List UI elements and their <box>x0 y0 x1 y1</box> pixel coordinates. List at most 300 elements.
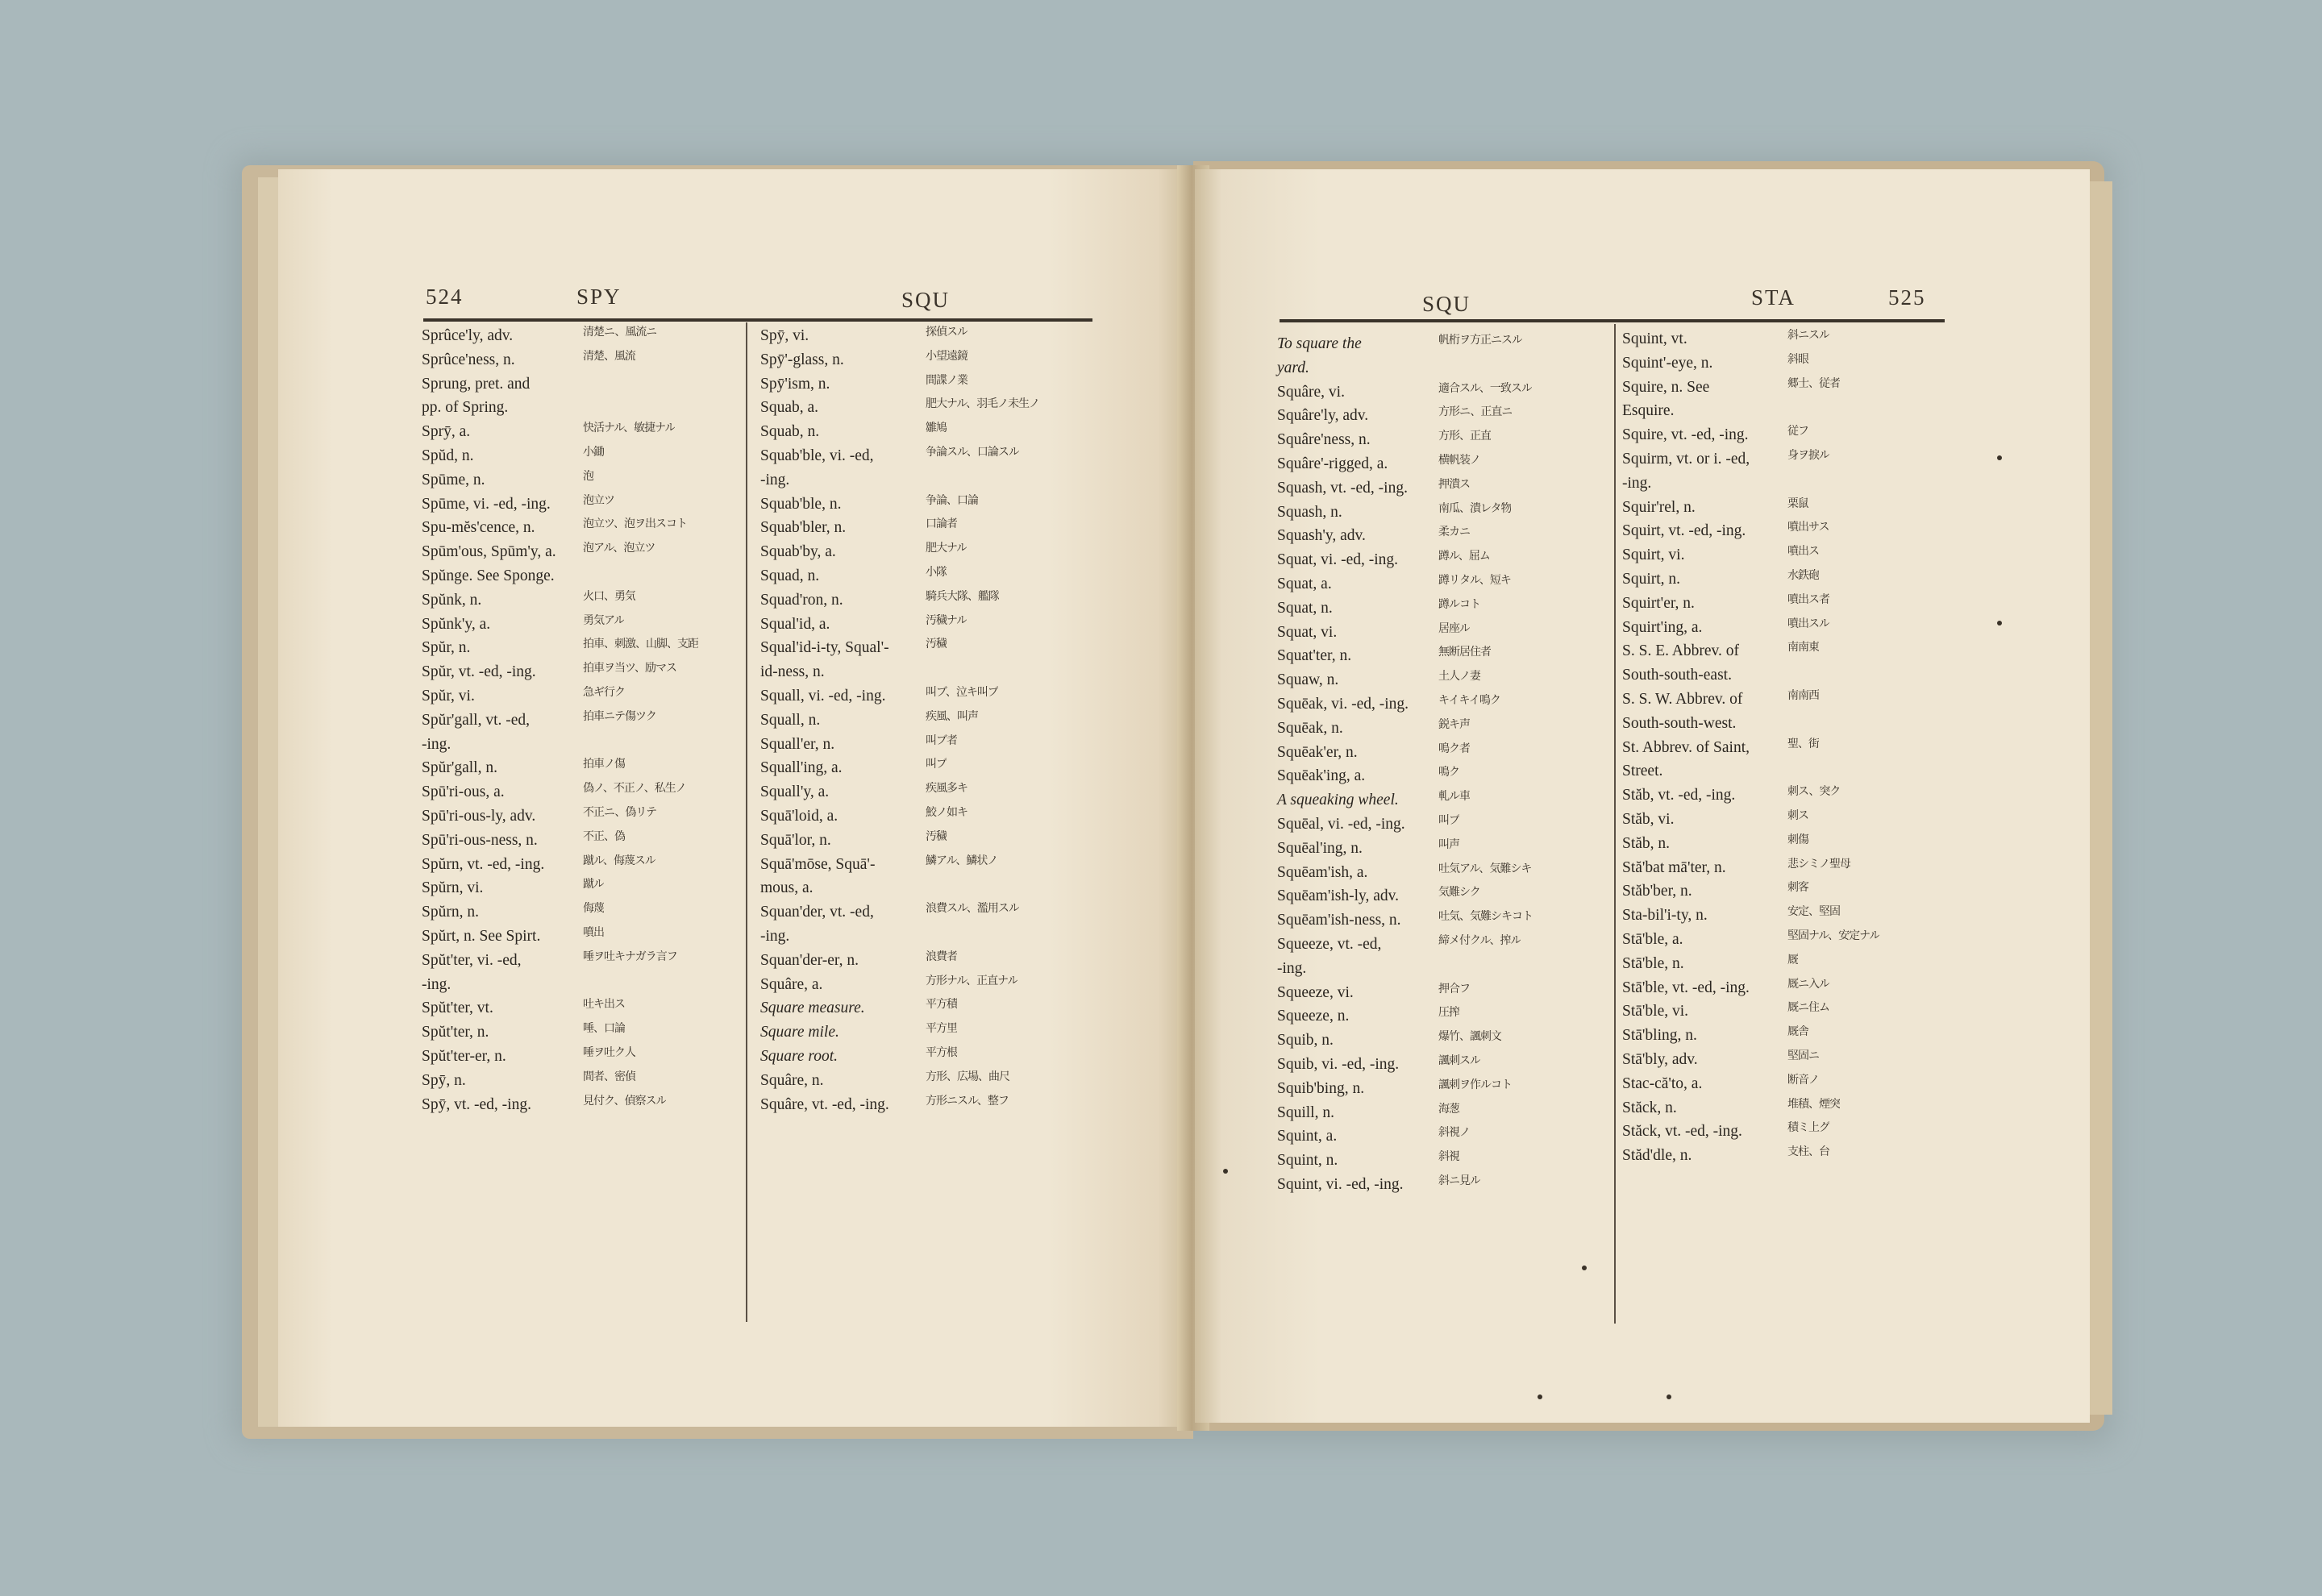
dictionary-entry <box>422 468 744 493</box>
entry-headword: Squib, n. <box>1277 1032 1334 1049</box>
entry-definition: 小鋤 <box>583 445 604 459</box>
entry-headword: Spŭr, vi. <box>422 687 475 704</box>
dictionary-entry <box>422 780 744 804</box>
dictionary-entry <box>760 420 1099 444</box>
entry-headword: Spŭr, vt. -ed, -ing. <box>422 663 536 681</box>
entry-definition: 蹴ル <box>583 878 604 892</box>
entry-headword: Squab'by, a. <box>760 543 836 561</box>
entry-definition: 聖、街 <box>1787 737 1819 750</box>
entry-headword: Squirt, vt. -ed, -ing. <box>1622 522 1746 540</box>
entry-headword: Squash, vt. -ed, -ing. <box>1277 479 1408 497</box>
dictionary-entry <box>422 1093 744 1117</box>
dictionary-entry <box>422 372 744 421</box>
ink-dot <box>1997 621 2002 626</box>
entry-headword: Spŭnk, n. <box>422 591 482 609</box>
entry-definition: 間者、密偵 <box>583 1070 635 1083</box>
dictionary-entry <box>1622 1048 1969 1072</box>
ink-dot <box>1223 1169 1228 1174</box>
entry-headword: Spȳ'-glass, n. <box>760 351 844 368</box>
entry-definition: 汚穢 <box>926 638 947 651</box>
entry-definition: 泡立ツ、泡ヲ出スコト <box>583 517 688 531</box>
entry-definition: 蹲リタル、短キ <box>1438 573 1511 587</box>
dictionary-entry <box>1277 1077 1612 1101</box>
entry-headword: Squib, vi. -ed, -ing. <box>1277 1055 1400 1073</box>
dictionary-entry <box>1622 928 1969 952</box>
left-column-2 <box>760 324 1099 1116</box>
entry-definition: 噴出スル <box>1787 617 1829 630</box>
entry-definition: 栗鼠 <box>1787 497 1808 510</box>
entry-headword: Squint, n. <box>1277 1152 1338 1170</box>
entry-definition: 斜視 <box>1438 1150 1459 1164</box>
entry-definition: 刺傷 <box>1787 833 1808 846</box>
entry-headword: Squā'mōse, Squā'- mous, a. <box>760 855 876 897</box>
entry-definition: 騎兵大隊、艦隊 <box>926 589 999 603</box>
dictionary-entry <box>1622 447 1969 496</box>
dictionary-entry <box>760 613 1099 637</box>
entry-headword: Squire, n. See Esquire. <box>1622 378 1710 420</box>
entry-headword: Squirt'er, n. <box>1622 594 1695 612</box>
entry-headword: Stăb, vi. <box>1622 810 1675 828</box>
entry-headword: Spŭt'ter, vt. <box>422 1000 493 1017</box>
dictionary-entry <box>760 540 1099 564</box>
entry-headword: Spŭrn, vi. <box>422 879 484 897</box>
dictionary-entry <box>1622 736 1969 784</box>
entry-definition: 南瓜、潰レタ物 <box>1438 501 1512 515</box>
entry-definition: 火口、勇気 <box>583 589 635 603</box>
dictionary-entry <box>760 1093 1099 1117</box>
dictionary-entry <box>1277 596 1612 621</box>
entry-headword: Squēam'ish-ness, n. <box>1277 912 1401 929</box>
entry-definition: 横帆装ノ <box>1438 453 1480 467</box>
running-head-left: SPY <box>576 285 622 309</box>
entry-definition: 争論スル、口論スル <box>926 445 1019 459</box>
running-head-right: STA <box>1751 285 1796 310</box>
entry-definition: 鮫ノ如キ <box>926 805 968 819</box>
dictionary-entry <box>1277 1029 1612 1053</box>
entry-definition: 斜ニスル <box>1787 329 1829 342</box>
entry-headword: Squire, vt. -ed, -ing. <box>1622 426 1749 444</box>
entry-headword: Squash, n. <box>1277 503 1342 521</box>
dictionary-entry <box>422 493 744 517</box>
dictionary-entry <box>1622 1000 1969 1024</box>
entry-headword: Sprûce'ly, adv. <box>422 327 514 344</box>
entry-definition: 噴出ス者 <box>1787 592 1829 606</box>
entry-definition: 刺ス、突ク <box>1787 785 1841 799</box>
dictionary-entry <box>1622 808 1969 832</box>
entry-headword: Squeeze, vi. <box>1277 983 1354 1001</box>
entry-definition: 拍車ニテ傷ツク <box>583 709 656 723</box>
dictionary-entry <box>1622 904 1969 928</box>
entry-headword: Stā'ble, n. <box>1622 954 1684 972</box>
entry-definition: 拍車ノ傷 <box>583 758 625 771</box>
entry-definition: 鱗アル、鱗状ノ <box>926 854 998 867</box>
entry-headword: Squall'er, n. <box>760 735 835 753</box>
entry-definition: 刺客 <box>1787 881 1808 895</box>
entry-definition: 水鉄砲 <box>1787 568 1819 582</box>
entry-definition: 快活ナル、敏捷ナル <box>583 422 676 435</box>
entry-definition: 方形ニスル、整フ <box>926 1094 1009 1108</box>
entry-headword: Stā'ble, vt. -ed, -ing. <box>1622 979 1750 996</box>
dictionary-entry <box>1277 884 1612 908</box>
entry-definition: 偽ノ、不正ノ、私生ノ <box>583 782 686 796</box>
dictionary-entry <box>1622 496 1969 520</box>
dictionary-entry <box>1622 1024 1969 1048</box>
ink-dot <box>1997 455 2002 460</box>
dictionary-entry <box>1277 788 1612 813</box>
column-divider <box>746 322 747 1322</box>
entry-headword: Squal'id, a. <box>760 615 830 633</box>
column-divider <box>1614 324 1616 1324</box>
entry-headword: Squēak'er, n. <box>1277 743 1358 761</box>
entry-definition: 吐気アル、気難シキ <box>1438 862 1532 875</box>
entry-definition: 急ギ行ク <box>583 685 625 699</box>
header-rule <box>1280 319 1945 322</box>
entry-definition: 鳴ク <box>1438 766 1459 779</box>
dictionary-entry <box>1277 861 1612 885</box>
dictionary-entry <box>1277 428 1612 452</box>
dictionary-entry <box>760 949 1099 973</box>
dictionary-entry <box>1277 813 1612 837</box>
entry-headword: Squab'ble, vi. -ed, -ing. <box>760 447 874 488</box>
entry-headword: Squâre, vt. -ed, -ing. <box>760 1095 889 1113</box>
dictionary-entry <box>1622 783 1969 808</box>
entry-definition: 蹴ル、侮蔑スル <box>583 854 655 867</box>
entry-definition: 雛鳩 <box>926 422 947 435</box>
entry-definition: 泡アル、泡立ツ <box>583 542 655 555</box>
dictionary-entry <box>1622 688 1969 736</box>
entry-definition: 悲シミノ聖母 <box>1787 857 1850 871</box>
dictionary-entry <box>422 540 744 564</box>
entry-headword: Squall, vi. -ed, -ing. <box>760 687 886 704</box>
entry-definition: 叫ブ <box>926 758 947 771</box>
entry-definition: 清楚、風流 <box>583 349 635 363</box>
dictionary-entry <box>1622 1120 1969 1144</box>
entry-definition: 断音ノ <box>1787 1073 1819 1087</box>
dictionary-entry <box>1622 567 1969 592</box>
dictionary-entry <box>422 444 744 468</box>
entry-headword: Squint, vt. <box>1622 330 1687 347</box>
entry-headword: Stăb'ber, n. <box>1622 883 1692 900</box>
dictionary-entry <box>422 420 744 444</box>
dictionary-entry <box>1277 1053 1612 1077</box>
entry-headword: Squab, a. <box>760 399 819 417</box>
entry-definition: 噴出ス <box>1787 545 1819 559</box>
dictionary-entry <box>1622 1096 1969 1120</box>
entry-definition: 諷刺ヲ作ルコト <box>1438 1078 1512 1091</box>
dictionary-entry <box>422 756 744 780</box>
entry-definition: 堅固ニ <box>1787 1049 1819 1062</box>
entry-headword: Spŭd, n. <box>422 447 474 464</box>
header-rule <box>423 318 1092 322</box>
dictionary-entry <box>422 925 744 949</box>
dictionary-entry <box>422 660 744 684</box>
dictionary-entry <box>1622 879 1969 904</box>
dictionary-entry <box>422 996 744 1020</box>
entry-definition: 厩ニ入ル <box>1787 977 1829 991</box>
dictionary-entry <box>1277 837 1612 861</box>
dictionary-entry <box>760 324 1099 348</box>
dictionary-entry <box>760 684 1099 709</box>
entry-headword: Squâre'-rigged, a. <box>1277 455 1388 472</box>
entry-headword: Spūme, n. <box>422 471 485 488</box>
dictionary-entry <box>1277 332 1612 380</box>
dictionary-entry <box>422 1020 744 1045</box>
entry-headword: Square mile. <box>760 1024 839 1041</box>
dictionary-entry <box>422 684 744 709</box>
dictionary-entry <box>422 516 744 540</box>
entry-headword: Stac-că'to, a. <box>1622 1074 1703 1092</box>
entry-definition: 清楚ニ、風流ニ <box>583 326 657 339</box>
entry-headword: Spū'ri-ous, a. <box>422 783 505 801</box>
dictionary-entry <box>1277 764 1612 788</box>
dictionary-entry <box>1277 524 1612 548</box>
dictionary-entry <box>1622 327 1969 351</box>
entry-headword: To square the yard. <box>1277 335 1362 376</box>
dictionary-entry <box>760 1045 1099 1069</box>
entry-definition: 南南東 <box>1787 641 1819 655</box>
ink-dot <box>1582 1266 1587 1270</box>
entry-definition: 諷刺スル <box>1438 1054 1480 1067</box>
entry-headword: Squēak, vi. -ed, -ing. <box>1277 695 1409 713</box>
dictionary-entry <box>760 348 1099 372</box>
dictionary-entry <box>422 613 744 637</box>
entry-headword: Stă'bat mā'ter, n. <box>1622 858 1726 876</box>
entry-headword: Squat, n. <box>1277 599 1333 617</box>
entry-definition: 噴出サス <box>1787 521 1829 534</box>
entry-definition: 汚穢ナル <box>926 613 968 627</box>
entry-headword: Squirt'ing, a. <box>1622 618 1703 636</box>
entry-headword: A squeaking wheel. <box>1277 792 1399 809</box>
entry-definition: 無断居住者 <box>1438 646 1491 659</box>
right-column-1 <box>1277 332 1612 1197</box>
dictionary-entry <box>1277 933 1612 981</box>
dictionary-entry <box>1277 981 1612 1005</box>
entry-definition: 堅固ナル、安定ナル <box>1787 929 1880 942</box>
entry-definition: 叫ブ <box>1438 813 1459 827</box>
entry-headword: Squat, vi. -ed, -ing. <box>1277 551 1399 569</box>
dictionary-entry <box>422 564 744 588</box>
dictionary-entry <box>422 324 744 348</box>
entry-definition: 小望遠鏡 <box>926 349 968 363</box>
entry-headword: Squēal'ing, n. <box>1277 839 1363 857</box>
dictionary-entry <box>1277 572 1612 596</box>
page-number: 524 <box>426 285 464 309</box>
entry-definition: 軋ル車 <box>1438 790 1470 804</box>
entry-definition: 帆桁ヲ方正ニスル <box>1438 334 1522 347</box>
dictionary-entry <box>1622 952 1969 976</box>
dictionary-entry <box>1622 976 1969 1000</box>
entry-headword: Squan'der, vt. -ed, -ing. <box>760 904 874 945</box>
entry-headword: Squint'-eye, n. <box>1622 354 1713 372</box>
dictionary-entry <box>422 829 744 853</box>
dictionary-entry <box>1622 519 1969 543</box>
entry-headword: Squall'ing, a. <box>760 759 843 777</box>
entry-headword: Stā'bly, adv. <box>1622 1050 1698 1068</box>
entry-definition: 土人ノ妻 <box>1438 670 1480 684</box>
dictionary-entry <box>760 709 1099 733</box>
entry-headword: Spūm'ous, Spūm'y, a. <box>422 543 556 561</box>
entry-definition: 叫ブ、泣キ叫ブ <box>926 685 998 699</box>
entry-headword: Spu-mĕs'cence, n. <box>422 519 535 537</box>
entry-headword: Squēam'ish, a. <box>1277 863 1368 881</box>
dictionary-entry <box>422 348 744 372</box>
dictionary-entry <box>1622 351 1969 376</box>
dictionary-entry <box>1277 1173 1612 1197</box>
entry-definition: 拍車ヲ当ツ、励マス <box>583 662 677 675</box>
entry-headword: Spŭt'ter-er, n. <box>422 1047 506 1065</box>
entry-definition: 鋭キ声 <box>1438 717 1470 731</box>
entry-headword: S. S. W. Abbrev. of South-south-west. <box>1622 690 1743 732</box>
entry-definition: 海葱 <box>1438 1102 1459 1116</box>
entry-headword: Spŭnk'y, a. <box>422 615 491 633</box>
entry-headword: Sprûce'ness, n. <box>422 351 515 368</box>
dictionary-entry <box>1622 376 1969 424</box>
dictionary-entry <box>422 636 744 660</box>
entry-definition: 居座ル <box>1438 621 1470 635</box>
entry-headword: Squall'y, a. <box>760 783 830 801</box>
dictionary-entry <box>1277 717 1612 741</box>
entry-definition: 平方積 <box>926 998 957 1012</box>
dictionary-entry <box>1622 1144 1969 1168</box>
entry-headword: Squâre'ly, adv. <box>1277 407 1369 425</box>
dictionary-entry <box>422 709 744 757</box>
entry-headword: Spŭnge. See Sponge. <box>422 567 555 584</box>
entry-headword: Spŭr, n. <box>422 639 471 657</box>
entry-headword: Squēak, n. <box>1277 719 1343 737</box>
dictionary-entry <box>760 733 1099 757</box>
entry-headword: Squall, n. <box>760 711 821 729</box>
dictionary-entry <box>1277 1101 1612 1125</box>
dictionary-entry <box>1277 452 1612 476</box>
entry-headword: St. Abbrev. of Saint, Street. <box>1622 738 1750 780</box>
entry-definition: 方形ニ、正直ニ <box>1438 405 1513 419</box>
entry-definition: 唾ヲ吐ク人 <box>583 1045 635 1059</box>
entry-definition: 汚穢 <box>926 829 947 843</box>
entry-headword: Square root. <box>760 1047 838 1065</box>
dictionary-entry <box>1277 476 1612 501</box>
entry-definition: 疾風多キ <box>926 782 968 796</box>
entry-definition: 肥大ナル <box>926 542 968 555</box>
entry-definition: 柔カニ <box>1438 526 1470 539</box>
dictionary-entry <box>1622 639 1969 688</box>
entry-definition: 堆積、煙突 <box>1787 1097 1840 1111</box>
entry-definition: 平方根 <box>926 1045 957 1059</box>
dictionary-entry <box>422 853 744 877</box>
entry-definition: 見付ク、偵察スル <box>583 1094 667 1108</box>
entry-headword: Squat'ter, n. <box>1277 647 1352 665</box>
entry-definition: 唾、口論 <box>583 1022 625 1036</box>
dictionary-entry <box>1622 592 1969 616</box>
entry-headword: Stăb, n. <box>1622 834 1671 852</box>
running-head-center: SQU <box>901 288 951 312</box>
entry-headword: Spūme, vi. -ed, -ing. <box>422 495 551 513</box>
entry-headword: Squir'rel, n. <box>1622 498 1696 516</box>
dictionary-entry <box>422 900 744 925</box>
dictionary-entry <box>1277 644 1612 668</box>
entry-definition: 争論、口論 <box>926 493 978 507</box>
entry-headword: Spȳ, vi. <box>760 327 809 344</box>
entry-headword: Spȳ, n. <box>422 1071 466 1089</box>
entry-headword: Stăck, vt. -ed, -ing. <box>1622 1123 1742 1141</box>
entry-headword: Spŭrn, n. <box>422 904 479 921</box>
entry-definition: 南南西 <box>1787 688 1819 702</box>
dictionary-entry <box>760 564 1099 588</box>
dictionary-entry <box>1622 832 1969 856</box>
entry-definition: 蹲ルコト <box>1438 597 1480 611</box>
entry-headword: Squâre, n. <box>760 1071 824 1089</box>
dictionary-entry <box>760 829 1099 853</box>
ink-dot <box>1667 1394 1671 1399</box>
entry-headword: Squab'bler, n. <box>760 519 847 537</box>
entry-definition: 安定、堅固 <box>1787 905 1840 919</box>
dictionary-entry <box>1622 1072 1969 1096</box>
right-column-2 <box>1622 327 1969 1168</box>
entry-headword: Squēal, vi. -ed, -ing. <box>1277 815 1405 833</box>
entry-headword: Squad'ron, n. <box>760 591 843 609</box>
entry-headword: Stăb, vt. -ed, -ing. <box>1622 787 1736 804</box>
entry-headword: S. S. E. Abbrev. of South-south-east. <box>1622 642 1739 684</box>
dictionary-entry <box>422 804 744 829</box>
entry-definition: 爆竹、諷刺文 <box>1438 1030 1501 1044</box>
entry-headword: Squēam'ish-ly, adv. <box>1277 887 1400 905</box>
dictionary-entry <box>1277 692 1612 717</box>
entry-headword: Spŭr'gall, n. <box>422 759 497 777</box>
entry-definition: 身ヲ捩ル <box>1787 448 1829 462</box>
entry-definition: 拍車、刺激、山脚、支距 <box>583 638 698 651</box>
dictionary-entry <box>760 853 1099 901</box>
dictionary-entry <box>422 1069 744 1093</box>
left-page <box>278 169 1185 1427</box>
entry-headword: Squā'lor, n. <box>760 831 831 849</box>
entry-definition: 探偵スル <box>926 326 968 339</box>
entry-headword: Squab, n. <box>760 423 820 441</box>
entry-definition: 小隊 <box>926 565 947 579</box>
entry-definition: 押潰ス <box>1438 477 1470 491</box>
entry-definition: 吐キ出ス <box>583 998 625 1012</box>
entry-definition: 鳴ク者 <box>1438 742 1470 755</box>
entry-definition: 間諜ノ業 <box>926 373 968 387</box>
entry-headword: Spŭrt, n. See Spirt. <box>422 927 541 945</box>
dictionary-entry <box>1277 548 1612 572</box>
entry-headword: Squâre'ness, n. <box>1277 431 1371 449</box>
dictionary-entry <box>422 949 744 997</box>
entry-definition: 郷士、従者 <box>1787 376 1840 390</box>
dictionary-entry <box>760 1069 1099 1093</box>
entry-definition: 叫ブ者 <box>926 734 957 747</box>
entry-headword: Squā'loid, a. <box>760 807 838 825</box>
entry-headword: Spȳ, vt. -ed, -ing. <box>422 1095 531 1113</box>
dictionary-entry <box>1622 423 1969 447</box>
entry-headword: Squirt, vi. <box>1622 547 1685 564</box>
entry-definition: 不正、偽 <box>583 829 625 843</box>
entry-headword: Squib'bing, n. <box>1277 1079 1365 1097</box>
dictionary-entry <box>1622 543 1969 567</box>
entry-headword: Stăd'dle, n. <box>1622 1147 1692 1165</box>
entry-headword: Squat, a. <box>1277 575 1332 592</box>
entry-definition: 噴出 <box>583 925 604 939</box>
dictionary-entry <box>760 804 1099 829</box>
dictionary-entry <box>1277 1124 1612 1149</box>
entry-headword: Squat, vi. <box>1277 623 1338 641</box>
entry-definition: 吐気、気難シキコト <box>1438 910 1533 924</box>
entry-definition: 唾ヲ吐キナガラ言フ <box>583 950 677 963</box>
dictionary-entry <box>760 1020 1099 1045</box>
entry-definition: 気難シク <box>1438 886 1480 900</box>
entry-definition: 浪費者 <box>926 950 957 963</box>
dictionary-entry <box>760 756 1099 780</box>
entry-headword: Spŭrn, vt. -ed, -ing. <box>422 855 545 873</box>
entry-headword: Spȳ'ism, n. <box>760 375 830 393</box>
